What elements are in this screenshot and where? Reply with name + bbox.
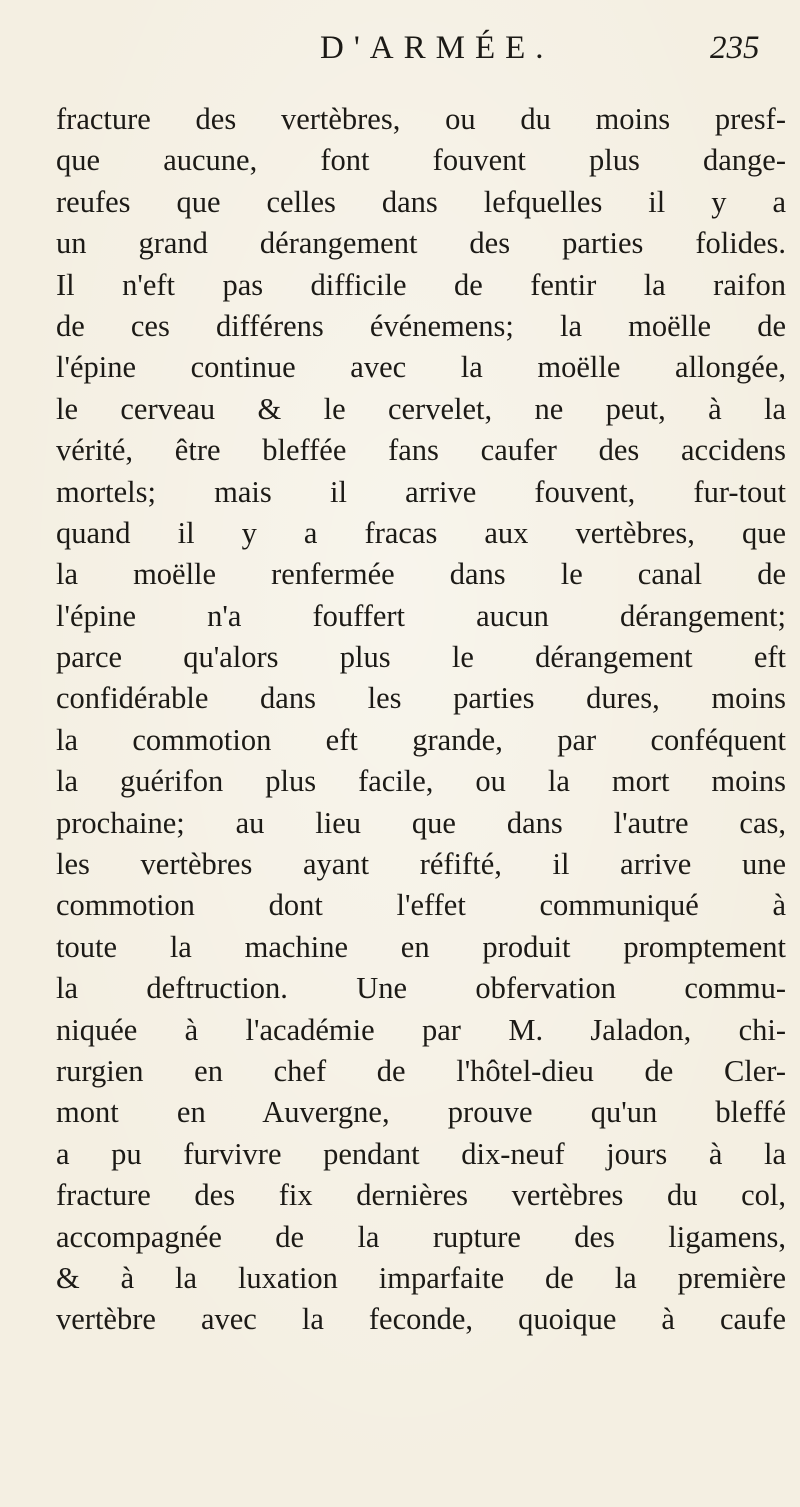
text-line: prochaine; au lieu que dans l'autre cas, <box>56 805 786 840</box>
text-line: que aucune, font fouvent plus dange- <box>56 143 786 178</box>
text-line: les vertèbres ayant réfifté, il arrive une <box>56 847 786 882</box>
body-text <box>56 99 786 1341</box>
text-line: & à la luxation imparfaite de la première <box>56 1260 786 1295</box>
text-line: de ces différens événemens; la moëlle de <box>56 308 786 343</box>
text-line: vérité, être bleffée fans caufer des accidens <box>56 433 786 468</box>
text-line: toute la machine en produit promptement <box>56 929 786 964</box>
text-line: a pu furvivre pendant dix-neuf jours à la <box>56 1136 786 1171</box>
text-line: la guérifon plus facile, ou la mort moins <box>56 764 786 799</box>
page-header <box>0 30 800 80</box>
text-line: niquée à l'académie par M. Jaladon, chi- <box>56 1012 786 1047</box>
text-line: la moëlle renfermée dans le canal de <box>56 557 786 592</box>
text-line: la commotion eft grande, par conféquent <box>56 722 786 757</box>
text-line: accompagnée de la rupture des ligamens, <box>56 1219 786 1254</box>
text-line: quand il y a fracas aux vertèbres, que <box>56 515 786 550</box>
text-line: fracture des fix dernières vertèbres du col, <box>56 1178 786 1213</box>
text-line: mortels; mais il arrive fouvent, fur-tout <box>56 474 786 509</box>
running-head: D'ARMÉE. <box>320 30 554 66</box>
page-number: 235 <box>710 30 760 66</box>
text-line: fracture des vertèbres, ou du moins presf- <box>56 102 786 136</box>
text-line: un grand dérangement des parties folides. <box>56 226 786 261</box>
text-line: mont en Auvergne, prouve qu'un bleffé <box>56 1095 786 1130</box>
text-line: parce qu'alors plus le dérangement eft <box>56 640 786 675</box>
text-line: l'épine n'a fouffert aucun dérangement; <box>56 598 786 633</box>
text-line: vertèbre avec la feconde, quoique à caufe <box>56 1302 786 1337</box>
text-line: commotion dont l'effet communiqué à <box>56 888 786 923</box>
text-line: confidérable dans les parties dures, moins <box>56 681 786 716</box>
text-line: rurgien en chef de l'hôtel-dieu de Cler- <box>56 1053 786 1088</box>
text-line: l'épine continue avec la moëlle allongée, <box>56 350 786 385</box>
text-line: le cerveau & le cervelet, ne peut, à la <box>56 391 786 426</box>
text-line: la deftruction. Une obfervation commu- <box>56 971 786 1006</box>
text-line: reufes que celles dans lefquelles il y a <box>56 184 786 219</box>
text-line: Il n'eft pas difficile de fentir la raifon <box>56 267 786 302</box>
